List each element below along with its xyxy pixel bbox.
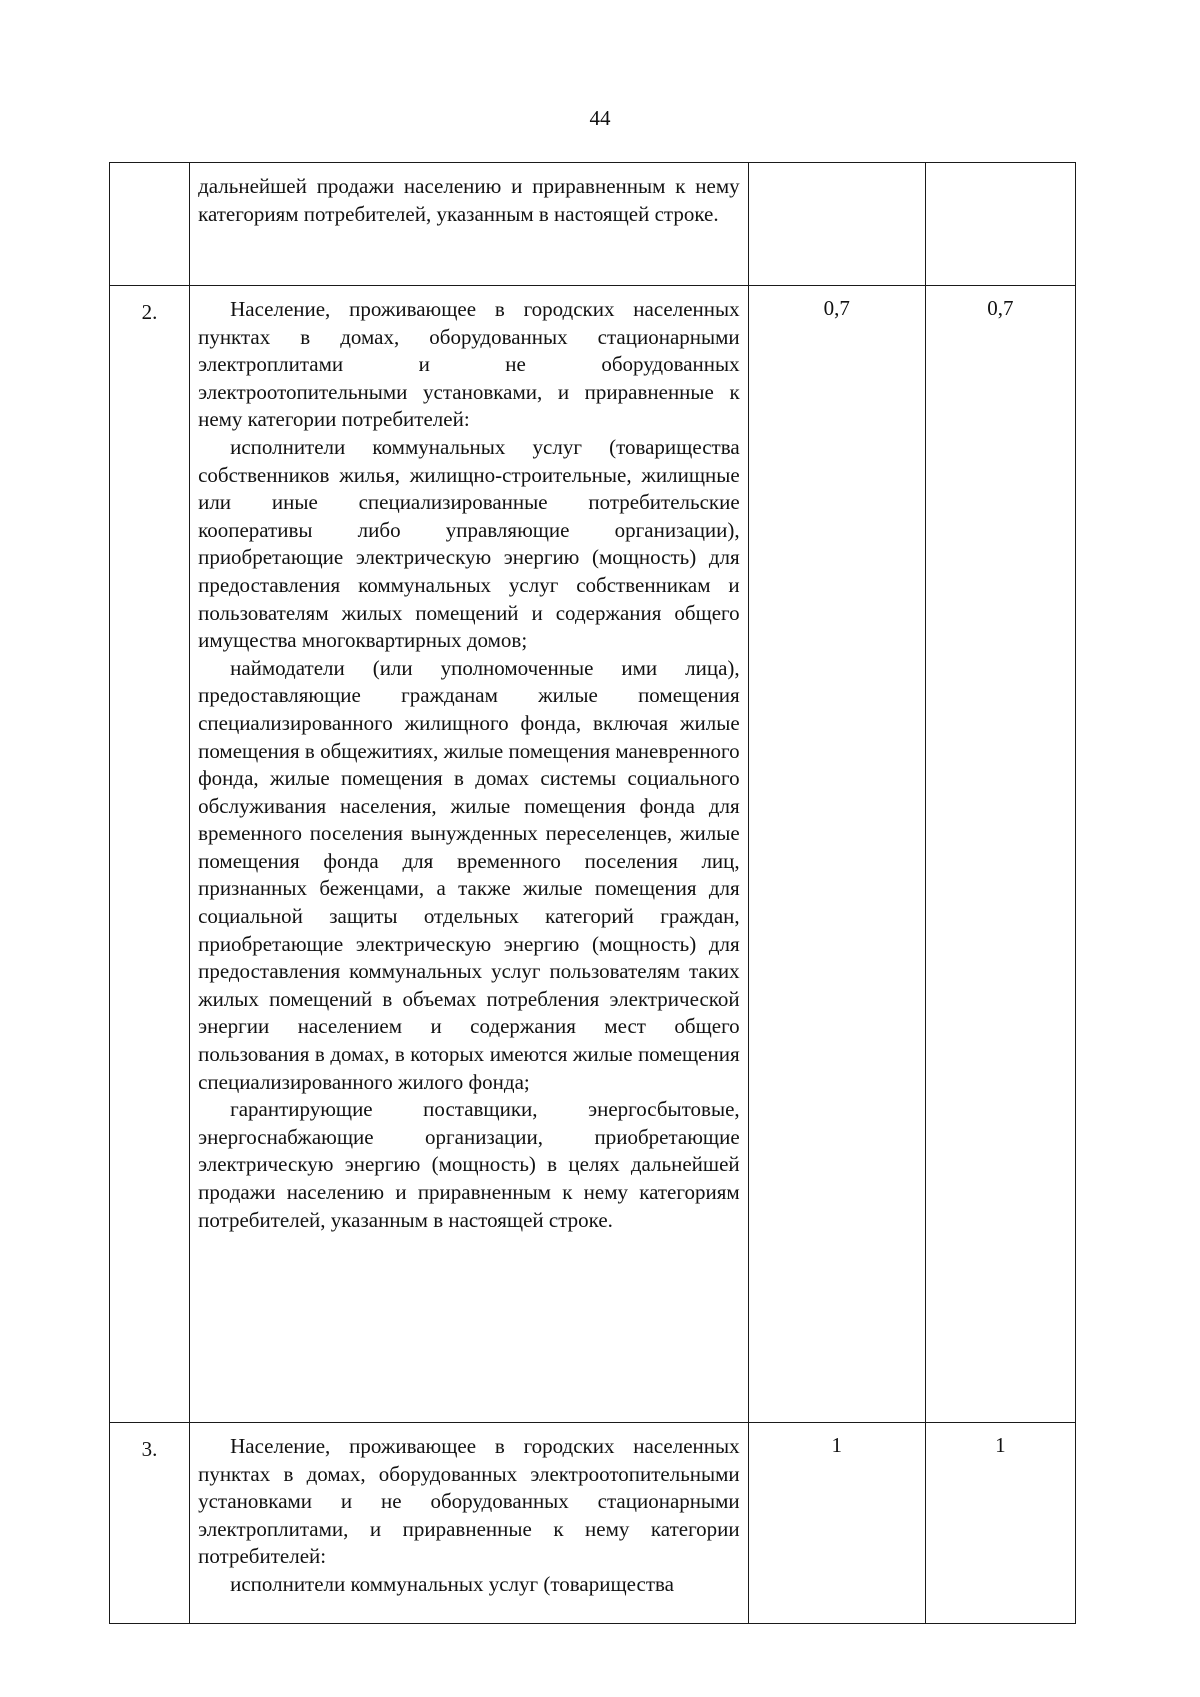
value-cell-2: 1 [925,1423,1075,1624]
page-number: 44 [589,106,611,130]
table-row [110,1423,1076,1624]
tariff-table [109,162,1076,1624]
row-description-cell [190,163,749,286]
value-cell-1: 0,7 [748,286,925,1423]
description-paragraph: Население, проживающее в городских населенных пунктах в домах, оборудованных электроотопительными установками и не оборудованных стационарными электроплитами, и приравненные к нему категории потребителей: [198,1434,740,1569]
description-paragraph: исполнители коммунальных услуг (товарищества собственников жилья, жилищно-строительные, жилищные или иные специализированные потребительские кооперативы либо управляющие организации), приобретающие электрическую энергию (мощность) для предоставления коммунальных услуг собственникам и пользователям жилых помещений и содержания общего имущества многоквартирных домов; [198,434,740,653]
table-row [110,286,1076,1423]
description-paragraph: наймодатели (или уполномоченные ими лица), предоставляющие гражданам жилые помещения специализированного жилищного фонда, включая жилые помещения в общежитиях, жилые помещения маневренного фонда, жилые помещения в домах системы социального обслуживания населения, жилые помещения фонда для временного поселения вынужденных переселенцев, жилые помещения фонда для временного поселения лиц, признанных беженцами, а также жилые помещения для социальной защиты отдельных категорий граждан, приобретающие электрическую энергию (мощность) для предоставления коммунальных услуг пользователям таких жилых помещений в объемах потребления электрической энергии населением и содержания мест общего пользования в домах, в которых имеются жилые помещения специализированного жилого фонда; [198,655,740,1094]
value-cell-1 [748,163,925,286]
table-row [110,163,1076,286]
value-cell-2: 0,7 [925,286,1075,1423]
value-cell-1: 1 [748,1423,925,1624]
row-description-cell [190,1423,749,1624]
row-number-cell: 2. [110,286,190,1423]
description-paragraph: Население, проживающее в городских населенных пунктах в домах, оборудованных стационарными электроплитами и не оборудованных электроотопительными установками, и приравненные к нему категории потребителей: [198,297,740,432]
description-paragraph: дальнейшей продажи населению и приравненным к нему категориям потребителей, указанным в настоящей строке. [198,174,740,226]
value-cell-2 [925,163,1075,286]
row-description-cell [190,286,749,1423]
description-paragraph: исполнители коммунальных услуг (товарищества [230,1571,674,1596]
row-number-cell [110,163,190,286]
row-number-cell: 3. [110,1423,190,1624]
description-paragraph: гарантирующие поставщики, энергосбытовые, энергоснабжающие организации, приобретающие электрическую энергию (мощность) в целях дальнейшей продажи населению и приравненным к нему категориям потребителей, указанным в настоящей строке. [198,1097,740,1232]
